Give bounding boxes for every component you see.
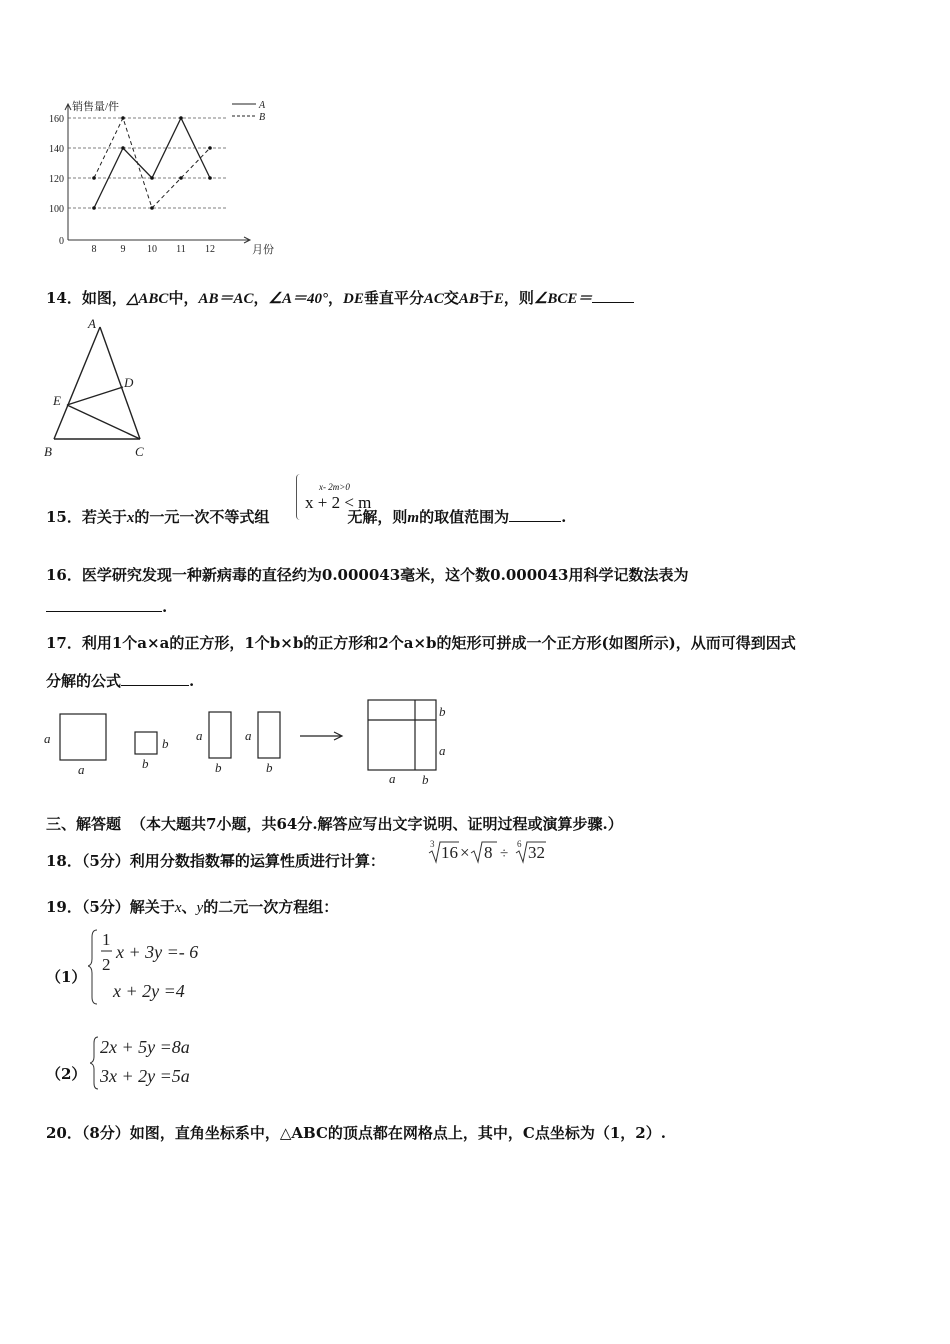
data-point-B bbox=[208, 146, 212, 150]
radical-expression bbox=[427, 836, 557, 868]
data-point-B bbox=[150, 206, 154, 210]
label-b: B bbox=[44, 444, 52, 459]
svg-text:1: 1 bbox=[102, 930, 111, 949]
svg-text:x + 2y =4: x + 2y =4 bbox=[113, 981, 185, 1001]
square-decomposition-figure bbox=[38, 694, 468, 790]
x-tick-label: 12 bbox=[205, 244, 215, 255]
x-axis-label: 月份 bbox=[252, 244, 274, 256]
label-c: C bbox=[135, 444, 144, 459]
x-tick-label: 10 bbox=[147, 244, 157, 255]
rect-ab-2 bbox=[258, 712, 280, 758]
legend-label-B: B bbox=[259, 112, 266, 123]
data-point-A bbox=[179, 116, 183, 120]
svg-text:16: 16 bbox=[441, 843, 458, 862]
data-point-A bbox=[92, 206, 96, 210]
label-a: a bbox=[196, 728, 203, 743]
question-20: 20．（8分）如图，直角坐标系中，△ABC的顶点都在网格点上，其中，C点坐标为（1，2）. bbox=[46, 1124, 666, 1142]
x-tick-label: 11 bbox=[176, 244, 186, 255]
inequality-brace bbox=[296, 474, 301, 520]
y-axis-label: 销售量/件 bbox=[72, 101, 120, 113]
y-tick-label: 100 bbox=[49, 204, 64, 215]
legend-label-A: A bbox=[259, 100, 266, 111]
svg-text:6: 6 bbox=[517, 839, 522, 849]
label-b: b bbox=[422, 772, 429, 787]
question-16: 16．医学研究发现一种新病毒的直径约为0.000043毫米，这个数0.000043用科学记数法表为 bbox=[46, 566, 689, 584]
label-a: a bbox=[439, 743, 446, 758]
label-b: b bbox=[162, 736, 169, 751]
data-point-B bbox=[92, 176, 96, 180]
label-a: a bbox=[389, 771, 396, 786]
square-a bbox=[60, 714, 106, 760]
big-square bbox=[368, 700, 436, 770]
svg-text:2: 2 bbox=[102, 955, 111, 974]
chart-ticks bbox=[49, 114, 215, 255]
label-b: b bbox=[266, 760, 273, 775]
square-b bbox=[135, 732, 157, 754]
series-line-A bbox=[94, 118, 210, 208]
rect-ab-1 bbox=[209, 712, 231, 758]
label-d: D bbox=[124, 375, 134, 390]
svg-text:x + 3y =- 6: x + 3y =- 6 bbox=[116, 942, 199, 962]
q19-part1-label: （1） bbox=[46, 968, 87, 986]
data-point-A bbox=[121, 146, 125, 150]
answer-blank bbox=[121, 671, 189, 686]
svg-text:×: × bbox=[460, 843, 470, 862]
answer-blank bbox=[509, 507, 561, 522]
side-ab bbox=[54, 327, 100, 439]
q19-part2-label: （2） bbox=[46, 1065, 87, 1083]
inequality-1: x- 2m>0 bbox=[319, 482, 350, 492]
label-b: b bbox=[215, 760, 222, 775]
data-point-B bbox=[179, 176, 183, 180]
y-tick-label: 0 bbox=[59, 236, 64, 247]
label-a: a bbox=[78, 762, 85, 777]
svg-text:3: 3 bbox=[430, 839, 435, 849]
side-ac bbox=[100, 327, 140, 439]
answer-blank bbox=[46, 597, 162, 612]
question-16-answer-line: . bbox=[46, 597, 167, 616]
system-brace bbox=[90, 1037, 98, 1089]
question-15: 15．若关于x的一元一次不等式组 无解，则m的取值范围为 . bbox=[46, 508, 567, 526]
chart-axes bbox=[65, 99, 274, 256]
label-e: E bbox=[53, 393, 61, 408]
question-14: 14．如图，△ABC中，AB＝AC，∠A＝40°，DE垂直平分AC交AB于E，则∠BCE＝ bbox=[46, 287, 634, 308]
label-a: a bbox=[245, 728, 252, 743]
label-a: A bbox=[88, 316, 96, 331]
equation-system-1 bbox=[88, 925, 248, 1009]
segment-ed bbox=[67, 387, 123, 405]
label-a: a bbox=[44, 731, 51, 746]
chart-legend bbox=[232, 100, 266, 123]
data-point-A bbox=[150, 176, 154, 180]
svg-text:2x + 5y =8a: 2x + 5y =8a bbox=[100, 1037, 190, 1057]
section-3-heading: 三、解答题 （本大题共7小题，共64分.解答应写出文字说明、证明过程或演算步骤.） bbox=[46, 815, 623, 833]
label-b: b bbox=[439, 704, 446, 719]
y-tick-label: 160 bbox=[49, 114, 64, 125]
y-tick-label: 140 bbox=[49, 144, 64, 155]
chart-series bbox=[92, 116, 212, 210]
svg-text:8: 8 bbox=[484, 843, 493, 862]
question-19: 19．（5分）解关于x、y的二元一次方程组： bbox=[46, 898, 339, 916]
x-tick-label: 8 bbox=[91, 244, 97, 255]
label-b: b bbox=[142, 756, 149, 771]
equation-system-2 bbox=[90, 1034, 250, 1092]
svg-text:3x + 2y =5a: 3x + 2y =5a bbox=[100, 1066, 190, 1086]
data-point-B bbox=[121, 116, 125, 120]
y-tick-label: 120 bbox=[49, 174, 64, 185]
question-17-line2: 分解的公式 . bbox=[46, 672, 195, 690]
svg-text:32: 32 bbox=[528, 843, 545, 862]
series-line-B bbox=[94, 118, 210, 208]
triangle-figure bbox=[40, 312, 170, 462]
system-brace bbox=[88, 930, 97, 1004]
answer-blank bbox=[592, 288, 634, 303]
svg-text:÷: ÷ bbox=[500, 846, 509, 862]
sales-line-chart bbox=[38, 94, 278, 262]
x-tick-label: 9 bbox=[120, 244, 126, 255]
question-18: 18．（5分）利用分数指数幂的运算性质进行计算： bbox=[46, 852, 385, 870]
question-17: 17．利用1个a×a的正方形，1个b×b的正方形和2个a×b的矩形可拼成一个正方形(如图所示)，从而可得到因式 bbox=[46, 634, 796, 652]
data-point-A bbox=[208, 176, 212, 180]
inequality-2: x + 2 < m bbox=[305, 493, 372, 512]
